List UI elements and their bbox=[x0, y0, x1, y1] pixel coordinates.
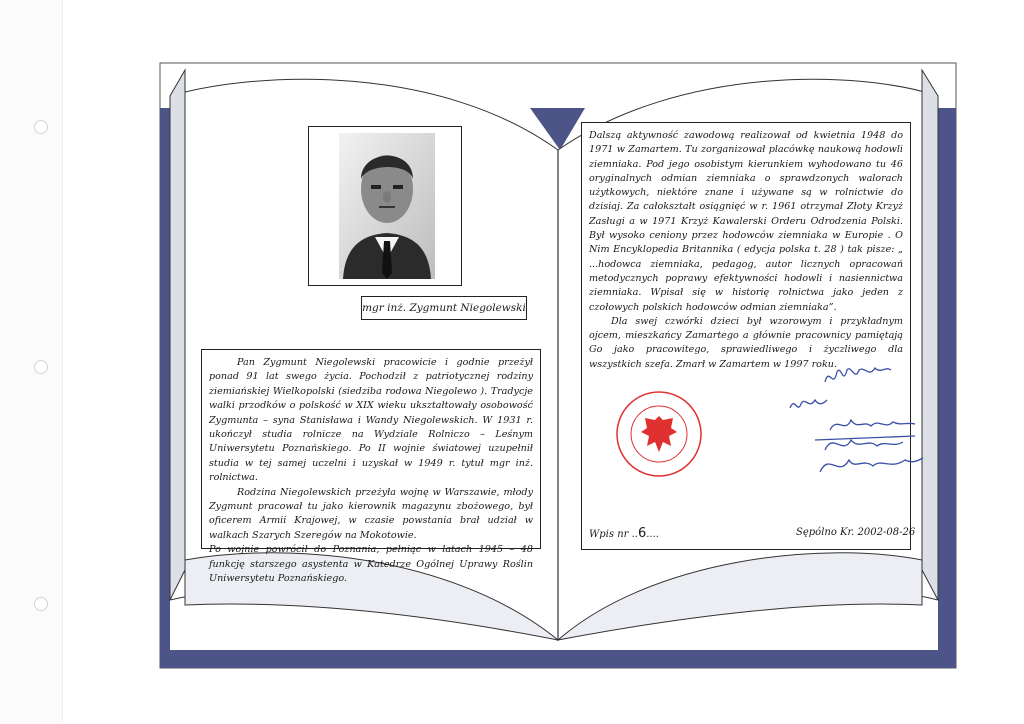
eagle-emblem-icon bbox=[615, 390, 703, 478]
portrait-man-icon bbox=[309, 127, 461, 285]
portrait-caption: mgr inż. Zygmunt Niegolewski bbox=[361, 296, 527, 320]
achievements-paragraph: Dalszą aktywność zawodową realizował od kwietnia 1948 do 1971 w Zamartem. Tu zorganizował placówkę naukową hodowli ziemniaka. Pod jego osobistym kierunkiem wyhodowano tu 46 oryginalnych odmian ziemniaka o sprawdzonych walorach użytkowych, niektóre znane i używane są w rolnictwie do dzisiaj. Za całokształt osiągnięć w r. 1961 otrzymał Złoty Krzyż Zasługi a w 1971 Krzyż Kawalerski Orderu Odrodzenia Polski. Był wysoko ceniony przez hodowców ziemniaka w Europie . O Nim Encyklopedia Britannika ( edycja polska t. 28 ) tak pisze: „ ...hodowca ziemniaka, pedagog, autor licznych opracowań metodycznych poprawy efektywności hodowli i nasiennictwa ziemniaka. Wpisał się w historię rolnictwa jako jeden z czołowych polskich hodowców odmian ziemniaka”. bbox=[589, 130, 903, 313]
entry-number bbox=[589, 526, 659, 541]
achievements-paragraph: Dla swej czwórki dzieci był wzorowym i przykładnym ojcem, mieszkańcy Zamartego a głównie pracownicy pamiętają Go jako pracowitego, sprawiedliwego i życzliwego dla wszystkich szefa. Zmarł w Zamartem w 1997 roku. bbox=[589, 315, 903, 370]
handwritten-signatures-icon bbox=[785, 360, 925, 490]
entry-label: Wpis nr .. bbox=[589, 529, 638, 540]
entry-suffix: .... bbox=[646, 529, 659, 540]
biography-paragraph: Rodzina Niegolewskich przeżyła wojnę w Warszawie, młody Zygmunt pracował tu jako kierownik magazynu zbożowego, był oficerem Armii Krajowej, w czasie powstania brał udział w walkach Szarych Szeregów na Mokotowie. bbox=[209, 486, 533, 541]
entry-number-value: 6 bbox=[637, 526, 647, 541]
biography-paragraph: Po wojnie powrócił do Poznania, pełniąc w latach 1945 – 48 funkcję starszego asystenta w Katedrze Ogólnej Uprawy Roślin Uniwersytetu Poznańskiego. bbox=[209, 544, 533, 585]
biography-box bbox=[201, 349, 541, 585]
left-page-edge bbox=[170, 70, 185, 600]
portrait-photo bbox=[308, 126, 462, 286]
right-page-edge bbox=[922, 70, 938, 600]
biography-paragraph: Pan Zygmunt Niegolewski pracowicie i godnie przeżył ponad 91 lat swego życia. Pochodził z patriotycznej rodziny ziemiańskiej Wielkopolski (siedziba rodowa Niegolewo ). Tradycje walki przodków o polskość w XIX wieku ukształtowały osobowość Zygmunta – syna Stanisława i Wandy Niegolewskich. W 1931 r. ukończył studia rolnicze na Wydziale Rolniczo – Leśnym Uniwersytetu Poznańskiego. Po II wojnie światowej uzupełnił studia w tej samej uczelni i uzyskał w 1949 r. tytuł mgr inż. rolnictwa. bbox=[209, 357, 533, 484]
place-and-date: Sępólno Kr. 2002-08-26 bbox=[796, 527, 916, 538]
